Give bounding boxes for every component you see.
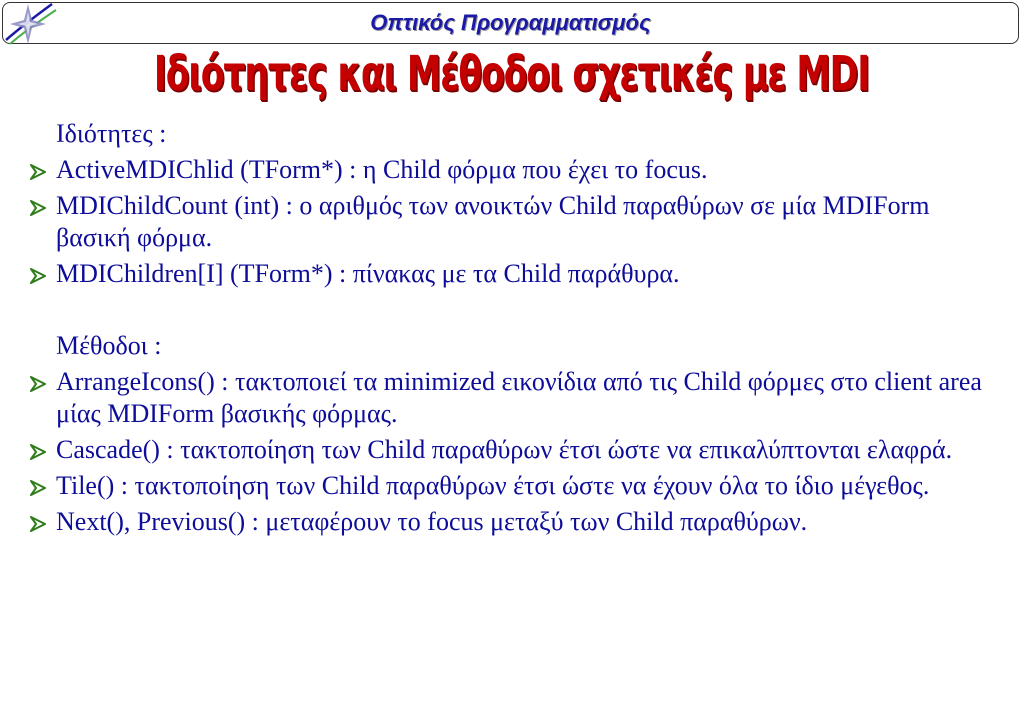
list-item-text: Tile() : τακτοποίηση των Child παραθύρων έτσι ώστε να έχουν όλα το ίδιο μέγεθος. xyxy=(56,471,930,500)
spacer xyxy=(26,294,1001,330)
list-item xyxy=(26,506,1001,538)
course-title: Οπτικός Προγραμματισμός xyxy=(370,10,651,35)
slide-content xyxy=(26,118,1001,542)
methods-heading: Μέθοδοι : xyxy=(56,331,162,360)
list-item-text: MDIChildren[I] (TForm*) : πίνακας με τα Child παράθυρα. xyxy=(56,259,680,288)
star-swoosh-logo-icon xyxy=(2,0,58,50)
list-item xyxy=(26,470,1001,502)
list-item xyxy=(26,154,1001,186)
slide-title: Ιδιότητες και Μέθοδοι σχετικές με MDI xyxy=(153,46,870,102)
list-item xyxy=(26,258,1001,290)
list-item-text: ArrangeIcons() : τακτοποιεί τα minimized εικονίδια από τις Child φόρμες στο client area μίας MDIForm βασικής φόρμας. xyxy=(56,367,982,428)
header-bar xyxy=(2,2,1019,44)
arrow-bullet-icon xyxy=(28,375,48,393)
arrow-bullet-icon xyxy=(28,163,48,181)
arrow-bullet-icon xyxy=(28,267,48,285)
properties-heading: Ιδιότητες : xyxy=(56,119,167,148)
list-item-text: ActiveMDIChlid (TForm*) : η Child φόρμα που έχει το focus. xyxy=(56,155,708,184)
arrow-bullet-icon xyxy=(28,479,48,497)
list-item-text: MDIChildCount (int) : ο αριθμός των ανοικτών Child παραθύρων σε μία MDIForm βασική φόρμα. xyxy=(56,191,930,252)
list-item xyxy=(26,366,1001,430)
arrow-bullet-icon xyxy=(28,515,48,533)
list-item-text: Cascade() : τακτοποίηση των Child παραθύρων έτσι ώστε να επικαλύπτονται ελαφρά. xyxy=(56,435,953,464)
list-item xyxy=(26,190,1001,254)
arrow-bullet-icon xyxy=(28,199,48,217)
list-item xyxy=(26,434,1001,466)
arrow-bullet-icon xyxy=(28,443,48,461)
list-item-text: Next(), Previous() : μεταφέρουν το focus μεταξύ των Child παραθύρων. xyxy=(56,507,808,536)
